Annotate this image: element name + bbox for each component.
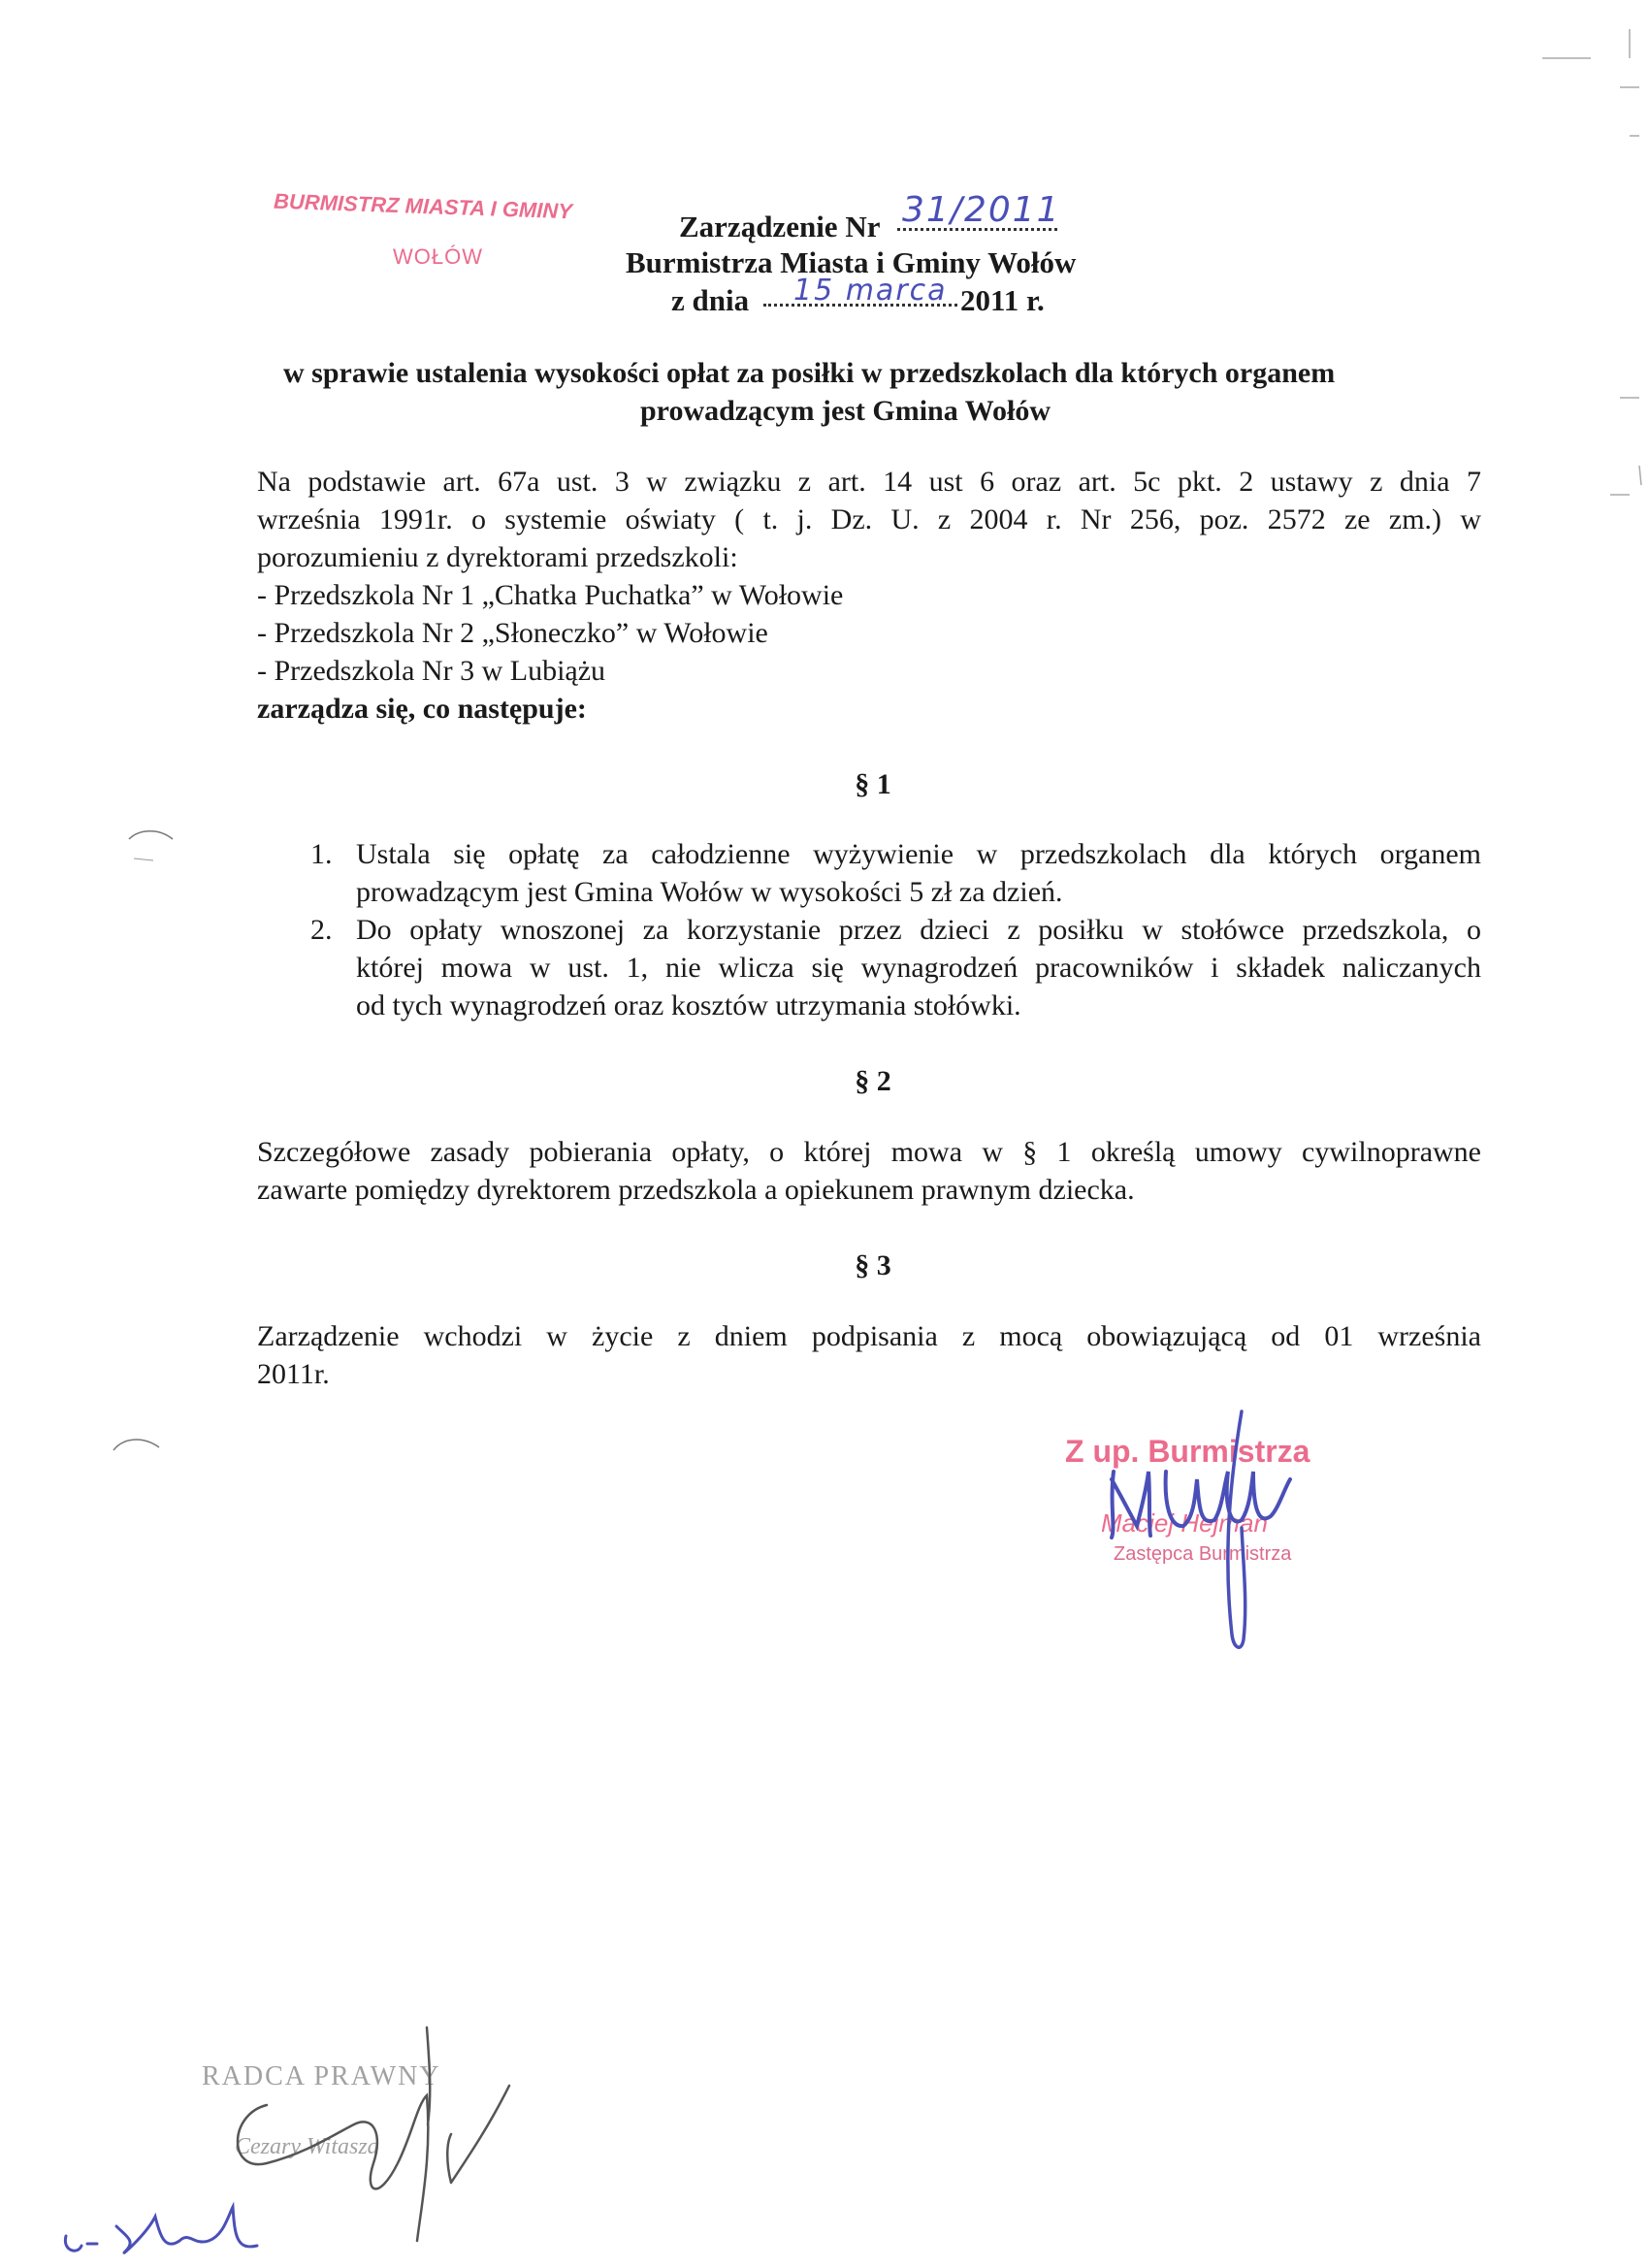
section-3-line-1: Zarządzenie wchodzi w życie z dniem podpisania z mocą obowiązującą od 01 września: [257, 1320, 1481, 1352]
preamble-line-1: Na podstawie art. 67a ust. 3 w związku z art. 14 ust 6 oraz art. 5c pkt. 2 ustawy z dnia 7: [257, 466, 1481, 498]
section-2-line-2: zawarte pomiędzy dyrektorem przedszkola a opiekunem prawnym dziecka.: [257, 1174, 1135, 1206]
section-2-line-1: Szczegółowe zasady pobierania opłaty, o której mowa w § 1 określą umowy cywilnoprawne: [257, 1136, 1481, 1168]
kindergarten-item-2: - Przedszkola Nr 2 „Słoneczko” w Wołowie: [257, 617, 768, 649]
preamble-line-3: porozumieniu z dyrektorami przedszkoli:: [257, 541, 738, 573]
subject-line-1: w sprawie ustalenia wysokości opłat za posiłki w przedszkolach dla których organem: [283, 357, 1336, 389]
kindergarten-item-3: - Przedszkola Nr 3 w Lubiążu: [257, 655, 606, 687]
title-line: [679, 209, 880, 245]
section-3-heading: § 3: [855, 1249, 891, 1281]
initials-scribble: [58, 2197, 281, 2265]
legal-stamp-line2: Cezary Witasza: [235, 2134, 379, 2159]
date-suffix: 2011 r.: [960, 283, 1045, 317]
section-1-item-2-line-1: Do opłaty wnoszonej za korzystanie przez dzieci z posiłku w stołówce przedszkola, o: [356, 914, 1481, 946]
signature-stamp-line3: Zastępca Burmistrza: [1114, 1543, 1292, 1565]
section-3-line-2: 2011r.: [257, 1358, 330, 1390]
section-1-heading: § 1: [855, 768, 891, 800]
signature-stamp-line2: Maciej Hejman: [1101, 1508, 1268, 1538]
section-1-item-2-number: 2.: [310, 914, 333, 946]
handwritten-date: 15 marca: [793, 274, 948, 308]
section-1-item-1-line-1: Ustala się opłatę za całodzienne wyżywienie w przedszkolach dla których organem: [356, 838, 1481, 870]
signature-stamp-line1: Z up. Burmistrza: [1065, 1434, 1310, 1469]
section-1-item-1-line-2: prowadzącym jest Gmina Wołów w wysokości 5 zł za dzień.: [356, 876, 1063, 908]
preamble-line-2: września 1991r. o systemie oświaty ( t. j. Dz. U. z 2004 r. Nr 256, poz. 2572 ze zm.) w: [257, 503, 1481, 535]
date-prefix: z dnia: [671, 283, 750, 317]
subject-line-2: prowadzącym jest Gmina Wołów: [640, 395, 1051, 427]
decree-line: zarządza się, co następuje:: [257, 693, 587, 725]
kindergarten-item-1: - Przedszkola Nr 1 „Chatka Puchatka” w Wołowie: [257, 579, 844, 611]
legal-stamp-line1: RADCA PRAWNY: [202, 2061, 441, 2091]
municipal-stamp: [274, 189, 573, 225]
issuer-line: Burmistrza Miasta i Gminy Wołów: [626, 245, 1077, 279]
municipal-stamp-town: WOŁÓW: [393, 244, 483, 269]
section-2-heading: § 2: [855, 1065, 891, 1097]
municipal-stamp-line1: BURMISTRZ MIASTA I GMINY: [273, 188, 573, 224]
punch-hole-mark-2: [109, 1426, 167, 1465]
page-title: Zarządzenie Nr: [679, 210, 881, 243]
section-1-item-1-number: 1.: [310, 838, 333, 870]
handwritten-number: 31/2011: [902, 190, 1061, 230]
section-1-item-2-line-2: której mowa w ust. 1, nie wlicza się wynagrodzeń pracowników i składek naliczanych: [356, 952, 1481, 984]
section-1-item-2-line-3: od tych wynagrodzeń oraz kosztów utrzymania stołówki.: [356, 989, 1021, 1021]
signature-scribble: [1086, 1411, 1377, 1664]
punch-hole-mark-1: [124, 820, 182, 878]
edge-specks: [1533, 0, 1647, 679]
